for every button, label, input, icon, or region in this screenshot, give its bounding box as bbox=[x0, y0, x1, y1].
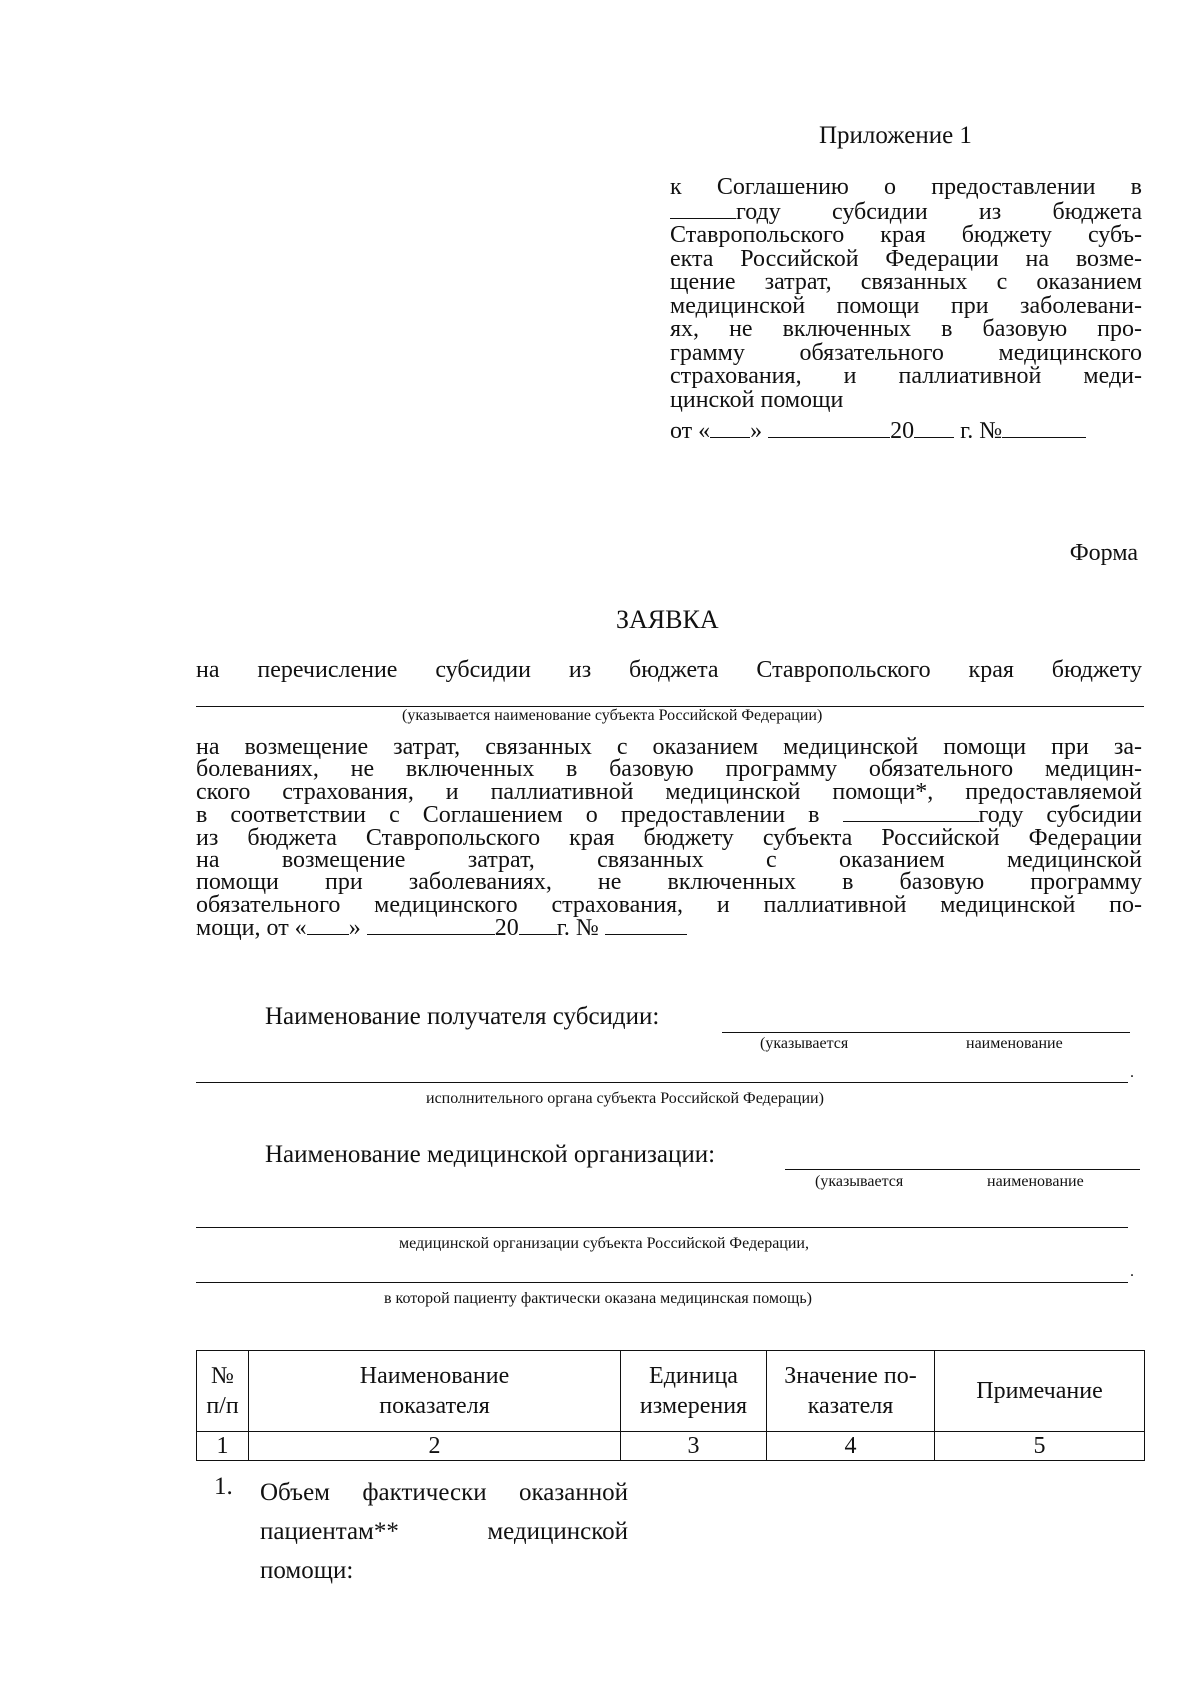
application-body bbox=[196, 736, 1142, 940]
column-number-cell: 2 bbox=[249, 1432, 621, 1461]
table-row bbox=[197, 1432, 1145, 1461]
day-blank[interactable] bbox=[710, 419, 750, 438]
appendix-line: году субсидии из бюджета bbox=[736, 198, 1142, 225]
column-number-cell: 1 bbox=[197, 1432, 249, 1461]
number-blank[interactable] bbox=[1002, 419, 1086, 438]
body-line: на возмещение затрат, связанных с оказанием медицинской помощи при за- bbox=[196, 734, 1142, 760]
row-line: Объем фактически оказанной bbox=[260, 1479, 628, 1506]
body-line-with-blank: в соответствии с Соглашением о предоставлении в году субсидии bbox=[196, 802, 1142, 829]
med-org-input-line-3[interactable] bbox=[196, 1282, 1128, 1283]
appendix-line: щение затрат, связанных с оказанием bbox=[670, 269, 1142, 295]
date-open: от « bbox=[670, 418, 711, 444]
appendix-line: грамму обязательного медицинского bbox=[670, 339, 1142, 366]
med-org-input-line[interactable] bbox=[785, 1169, 1140, 1170]
recipient-caption: (указывается bbox=[760, 1035, 849, 1052]
year-blank[interactable] bbox=[670, 200, 736, 219]
number-blank[interactable] bbox=[605, 916, 687, 935]
period-mark: . bbox=[1130, 1263, 1134, 1280]
body-date-line: мощи, от « » 20 г. № bbox=[196, 916, 1142, 939]
body-line: на возмещение затрат, связанных с оказанием медицинской bbox=[196, 847, 1142, 874]
med-org-caption: (указывается bbox=[815, 1173, 904, 1190]
column-number-cell: 5 bbox=[935, 1432, 1145, 1461]
column-number-cell: 3 bbox=[621, 1432, 767, 1461]
med-org-label: Наименование медицинской организации: bbox=[265, 1141, 716, 1168]
header-unit: Единица измерения bbox=[621, 1351, 767, 1432]
appendix-line: к Соглашению о предоставлении в bbox=[670, 174, 1142, 200]
row-line: пациентам** медицинской bbox=[260, 1518, 628, 1545]
appendix-line-with-blank bbox=[670, 200, 1142, 225]
document-title: ЗАЯВКА bbox=[616, 605, 719, 634]
header-note: Примечание bbox=[935, 1351, 1145, 1432]
appendix-line: екта Российской Федерации на возме- bbox=[670, 245, 1142, 272]
day-blank[interactable] bbox=[307, 916, 349, 935]
appendix-line: ях, не включенных в базовую про- bbox=[670, 316, 1142, 342]
header-indicator-name: Наименование показателя bbox=[249, 1351, 621, 1432]
header-number: № п/п bbox=[197, 1351, 249, 1432]
recipient-input-line-2[interactable] bbox=[196, 1082, 1128, 1083]
med-org-caption: наименование bbox=[987, 1173, 1084, 1190]
subject-caption: (указывается наименование субъекта Российской Федерации) bbox=[402, 707, 823, 724]
month-blank[interactable] bbox=[367, 916, 495, 935]
recipient-caption: исполнительного органа субъекта Российской Федерации) bbox=[426, 1090, 824, 1107]
appendix-line: Ставропольского края бюджету субъ- bbox=[670, 222, 1142, 248]
date-close: » bbox=[750, 418, 763, 444]
body-line: болеваниях, не включенных в базовую программу обязательного медицин- bbox=[196, 756, 1142, 783]
row-indicator-text bbox=[260, 1473, 628, 1590]
body-line: ского страхования, и паллиативной медицинской помощи*, предоставляемой bbox=[196, 778, 1142, 805]
med-org-caption: медицинской организации субъекта Российской Федерации, bbox=[399, 1235, 809, 1252]
column-number-cell: 4 bbox=[767, 1432, 935, 1461]
indicators-table bbox=[196, 1350, 1145, 1461]
appendix-line: медицинской помощи при заболевани- bbox=[670, 292, 1142, 319]
recipient-caption: наименование bbox=[966, 1035, 1063, 1052]
med-org-input-line-2[interactable] bbox=[196, 1227, 1128, 1228]
row-line: помощи: bbox=[260, 1557, 354, 1584]
med-org-caption: в которой пациенту фактически оказана медицинская помощь) bbox=[384, 1290, 812, 1307]
month-blank[interactable] bbox=[768, 419, 890, 438]
agreement-date-line bbox=[670, 418, 1086, 445]
year-suffix-blank[interactable] bbox=[914, 419, 954, 438]
number-label: г. № bbox=[960, 418, 1003, 444]
header-value: Значение по- казателя bbox=[767, 1351, 935, 1432]
date-year: 20 bbox=[890, 418, 915, 444]
recipient-input-line[interactable] bbox=[722, 1032, 1130, 1033]
year-blank[interactable] bbox=[843, 803, 979, 822]
form-label: Форма bbox=[1069, 540, 1138, 566]
period-mark: . bbox=[1130, 1064, 1134, 1081]
appendix-title: Приложение 1 bbox=[819, 122, 972, 149]
recipient-label: Наименование получателя субсидии: bbox=[265, 1003, 660, 1030]
appendix-reference bbox=[670, 176, 1142, 412]
appendix-line: страхования, и паллиативной меди- bbox=[670, 363, 1142, 389]
year-suffix-blank[interactable] bbox=[519, 916, 557, 935]
body-line: из бюджета Ставропольского края бюджету субъекта Российской Федерации bbox=[196, 824, 1142, 851]
body-line: помощи при заболеваниях, не включенных в базовую программу bbox=[196, 869, 1142, 896]
appendix-line: цинской помощи bbox=[670, 386, 844, 413]
body-line: обязательного медицинского страхования, и паллиативной медицинской по- bbox=[196, 891, 1142, 918]
table-header-row bbox=[197, 1351, 1145, 1432]
purpose-line: на перечисление субсидии из бюджета Ставропольского края бюджету bbox=[196, 657, 1142, 683]
row-number: 1. bbox=[214, 1473, 233, 1500]
